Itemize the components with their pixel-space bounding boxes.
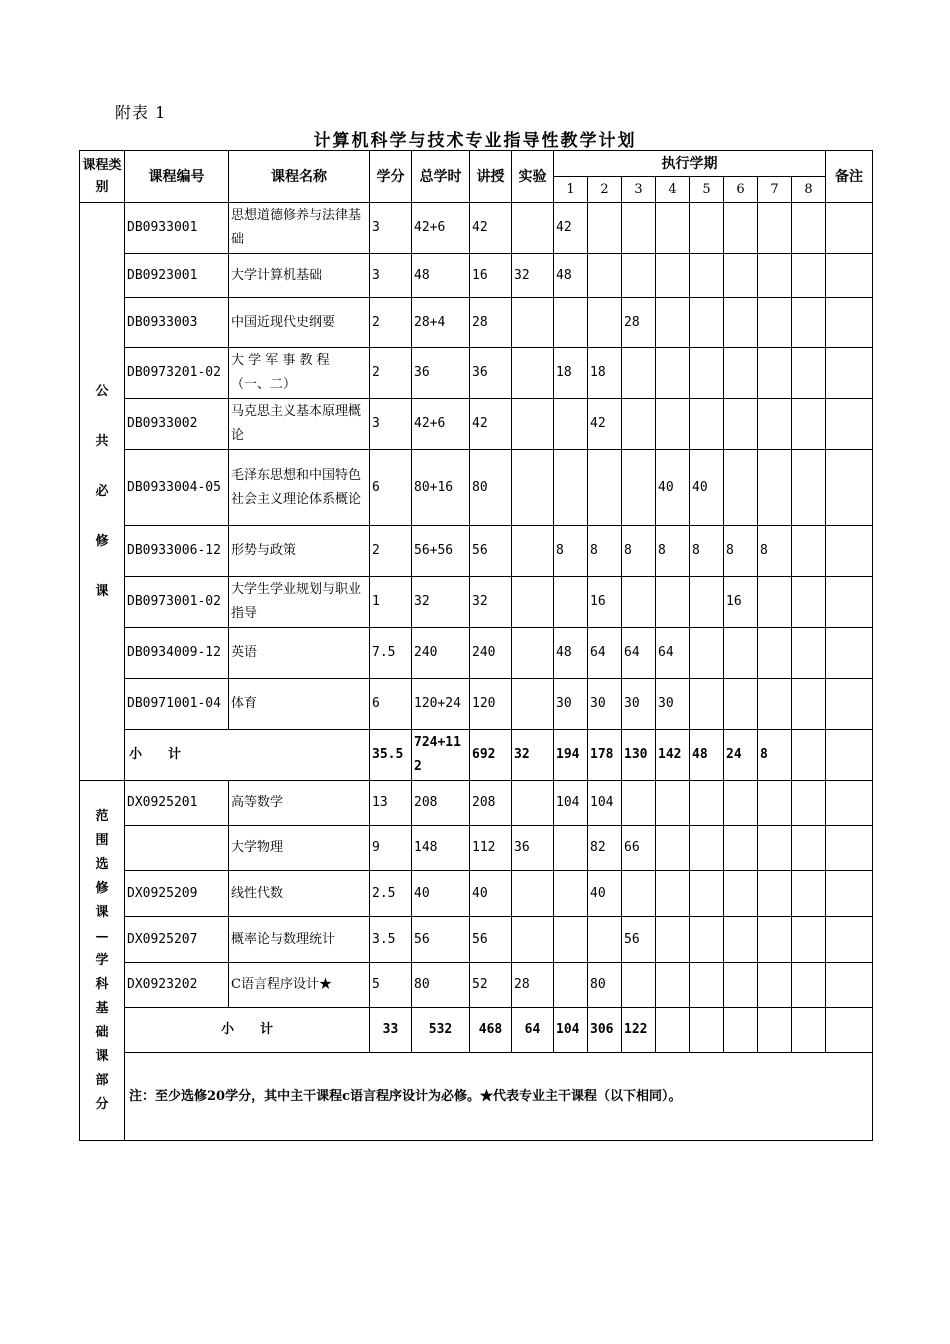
remarks-cell xyxy=(826,1008,873,1053)
course-lab-hours xyxy=(512,298,554,348)
course-code: DB0933004-05 xyxy=(125,450,229,526)
semester-hours xyxy=(758,963,792,1008)
semester-hours xyxy=(758,781,792,826)
course-lab-hours: 32 xyxy=(512,254,554,298)
course-code: DB0923001 xyxy=(125,254,229,298)
course-total-hours: 36 xyxy=(412,348,470,399)
course-lab-hours xyxy=(512,399,554,450)
course-total-hours: 42+6 xyxy=(412,203,470,254)
semester-hours xyxy=(690,399,724,450)
semester-hours xyxy=(554,826,588,871)
remarks-cell xyxy=(826,963,873,1008)
semester-hours: 42 xyxy=(554,203,588,254)
subtotal-credits: 33 xyxy=(370,1008,412,1053)
subtotal-semester-hours: 306 xyxy=(588,1008,622,1053)
semester-hours xyxy=(622,203,656,254)
semester-hours xyxy=(758,450,792,526)
subtotal-semester-hours: 122 xyxy=(622,1008,656,1053)
semester-hours: 104 xyxy=(554,781,588,826)
table-row xyxy=(80,917,873,963)
semester-hours xyxy=(724,348,758,399)
course-code: DX0925209 xyxy=(125,871,229,917)
semester-hours: 66 xyxy=(622,826,656,871)
course-credits: 3 xyxy=(370,399,412,450)
semester-hours: 104 xyxy=(588,781,622,826)
semester-hours xyxy=(656,826,690,871)
semester-hours xyxy=(656,963,690,1008)
semester-hours xyxy=(758,628,792,679)
semester-hours xyxy=(554,577,588,628)
semester-hours xyxy=(758,203,792,254)
semester-hours xyxy=(554,399,588,450)
semester-hours: 8 xyxy=(724,526,758,577)
table-row xyxy=(80,679,873,730)
course-name: 线性代数 xyxy=(229,871,370,917)
semester-hours xyxy=(758,298,792,348)
semester-hours xyxy=(690,254,724,298)
subtotal-row xyxy=(80,730,873,781)
course-name: 概率论与数理统计 xyxy=(229,917,370,963)
semester-hours: 40 xyxy=(690,450,724,526)
category-cell xyxy=(80,781,125,1141)
subtotal-lecture-hours: 692 xyxy=(470,730,512,781)
course-lecture-hours: 42 xyxy=(470,203,512,254)
course-code: DX0925207 xyxy=(125,917,229,963)
semester-hours xyxy=(690,298,724,348)
semester-hours xyxy=(622,348,656,399)
semester-hours xyxy=(656,577,690,628)
header-lab: 实验 xyxy=(512,151,554,203)
course-credits: 1 xyxy=(370,577,412,628)
course-total-hours: 32 xyxy=(412,577,470,628)
section-note: 注：至少选修20学分，其中主干课程c语言程序设计为必修。★代表专业主干课程（以下相同）。 xyxy=(125,1053,873,1141)
course-lecture-hours: 32 xyxy=(470,577,512,628)
semester-hours xyxy=(622,871,656,917)
course-credits: 9 xyxy=(370,826,412,871)
table-row xyxy=(80,450,873,526)
course-credits: 7.5 xyxy=(370,628,412,679)
course-name: 思想道德修养与法律基础 xyxy=(229,203,370,254)
semester-hours xyxy=(724,781,758,826)
semester-hours xyxy=(656,781,690,826)
course-code: DB0933002 xyxy=(125,399,229,450)
subtotal-semester-hours: 8 xyxy=(758,730,792,781)
semester-hours: 18 xyxy=(588,348,622,399)
course-code: DX0925201 xyxy=(125,781,229,826)
remarks-cell xyxy=(826,526,873,577)
course-total-hours: 40 xyxy=(412,871,470,917)
semester-hours: 82 xyxy=(588,826,622,871)
course-credits: 2 xyxy=(370,526,412,577)
course-total-hours: 208 xyxy=(412,781,470,826)
semester-hours xyxy=(724,399,758,450)
semester-hours: 64 xyxy=(656,628,690,679)
semester-hours: 28 xyxy=(622,298,656,348)
semester-hours xyxy=(724,679,758,730)
table-row xyxy=(80,871,873,917)
course-lab-hours xyxy=(512,628,554,679)
semester-hours: 56 xyxy=(622,917,656,963)
semester-hours xyxy=(690,781,724,826)
semester-hours: 40 xyxy=(588,871,622,917)
subtotal-lecture-hours: 468 xyxy=(470,1008,512,1053)
subtotal-label: 小 计 xyxy=(125,1008,370,1053)
course-total-hours: 240 xyxy=(412,628,470,679)
course-total-hours: 56+56 xyxy=(412,526,470,577)
course-credits: 5 xyxy=(370,963,412,1008)
semester-hours xyxy=(758,679,792,730)
course-lecture-hours: 112 xyxy=(470,826,512,871)
subtotal-semester-hours xyxy=(656,1008,690,1053)
course-name: 大学计算机基础 xyxy=(229,254,370,298)
semester-hours xyxy=(588,917,622,963)
remarks-cell xyxy=(826,298,873,348)
course-lab-hours xyxy=(512,679,554,730)
remarks-cell xyxy=(826,577,873,628)
semester-hours xyxy=(724,203,758,254)
course-code xyxy=(125,826,229,871)
semester-hours: 30 xyxy=(622,679,656,730)
semester-hours: 8 xyxy=(588,526,622,577)
semester-hours xyxy=(690,679,724,730)
course-name: 中国近现代史纲要 xyxy=(229,298,370,348)
table-row xyxy=(80,203,873,254)
course-name: 毛泽东思想和中国特色社会主义理论体系概论 xyxy=(229,450,370,526)
semester-hours: 8 xyxy=(758,526,792,577)
table-row xyxy=(80,781,873,826)
course-credits: 3 xyxy=(370,203,412,254)
subtotal-semester-hours xyxy=(792,1008,826,1053)
course-lab-hours xyxy=(512,203,554,254)
semester-hours xyxy=(622,781,656,826)
semester-hours xyxy=(724,628,758,679)
semester-hours xyxy=(758,399,792,450)
semester-hours xyxy=(622,450,656,526)
header-semester: 8 xyxy=(792,177,826,203)
header-semester: 2 xyxy=(588,177,622,203)
subtotal-semester-hours xyxy=(758,1008,792,1053)
category-label: 公共必修课 xyxy=(95,383,109,599)
course-code: DB0934009-12 xyxy=(125,628,229,679)
semester-hours xyxy=(792,826,826,871)
semester-hours xyxy=(724,450,758,526)
course-code: DB0973201-02 xyxy=(125,348,229,399)
course-code: DB0971001-04 xyxy=(125,679,229,730)
semester-hours xyxy=(588,298,622,348)
course-lecture-hours: 16 xyxy=(470,254,512,298)
course-credits: 13 xyxy=(370,781,412,826)
semester-hours xyxy=(622,963,656,1008)
course-lecture-hours: 120 xyxy=(470,679,512,730)
semester-hours: 48 xyxy=(554,254,588,298)
semester-hours xyxy=(792,628,826,679)
course-lecture-hours: 42 xyxy=(470,399,512,450)
category-label: 范围选修课—学科基础课部分 xyxy=(95,808,109,1112)
semester-hours: 42 xyxy=(588,399,622,450)
remarks-cell xyxy=(826,781,873,826)
semester-hours: 30 xyxy=(554,679,588,730)
semester-hours xyxy=(758,254,792,298)
course-total-hours: 120+24 xyxy=(412,679,470,730)
semester-hours xyxy=(656,203,690,254)
course-lab-hours xyxy=(512,577,554,628)
remarks-cell xyxy=(826,628,873,679)
course-code: DB0933003 xyxy=(125,298,229,348)
teaching-plan-table xyxy=(79,150,873,1141)
header-semester: 1 xyxy=(554,177,588,203)
semester-hours xyxy=(656,871,690,917)
semester-hours xyxy=(554,917,588,963)
remarks-cell xyxy=(826,450,873,526)
category-cell xyxy=(80,203,125,781)
course-credits: 6 xyxy=(370,679,412,730)
course-credits: 2 xyxy=(370,348,412,399)
header-remarks: 备注 xyxy=(826,151,873,203)
semester-hours xyxy=(792,917,826,963)
semester-hours xyxy=(622,577,656,628)
course-name: 大学物理 xyxy=(229,826,370,871)
semester-hours xyxy=(724,871,758,917)
course-lab-hours xyxy=(512,450,554,526)
course-name: 大学生学业规划与职业指导 xyxy=(229,577,370,628)
semester-hours xyxy=(690,917,724,963)
course-lab-hours: 28 xyxy=(512,963,554,1008)
semester-hours xyxy=(724,826,758,871)
remarks-cell xyxy=(826,679,873,730)
course-total-hours: 48 xyxy=(412,254,470,298)
semester-hours xyxy=(690,963,724,1008)
semester-hours xyxy=(554,298,588,348)
semester-hours xyxy=(758,577,792,628)
remarks-cell xyxy=(826,917,873,963)
header-semester: 6 xyxy=(724,177,758,203)
remarks-cell xyxy=(826,399,873,450)
subtotal-semester-hours xyxy=(724,1008,758,1053)
subtotal-semester-hours xyxy=(792,730,826,781)
subtotal-lab-hours: 32 xyxy=(512,730,554,781)
course-lab-hours xyxy=(512,781,554,826)
course-code: DX0923202 xyxy=(125,963,229,1008)
semester-hours xyxy=(792,399,826,450)
semester-hours xyxy=(792,871,826,917)
remarks-cell xyxy=(826,203,873,254)
semester-hours: 8 xyxy=(690,526,724,577)
semester-hours xyxy=(690,203,724,254)
header-name: 课程名称 xyxy=(229,151,370,203)
semester-hours xyxy=(656,917,690,963)
course-name: 英语 xyxy=(229,628,370,679)
course-lecture-hours: 40 xyxy=(470,871,512,917)
semester-hours: 30 xyxy=(656,679,690,730)
header-semester: 7 xyxy=(758,177,792,203)
subtotal-semester-hours: 104 xyxy=(554,1008,588,1053)
semester-hours: 8 xyxy=(656,526,690,577)
semester-hours: 48 xyxy=(554,628,588,679)
subtotal-semester-hours: 194 xyxy=(554,730,588,781)
course-lab-hours xyxy=(512,526,554,577)
remarks-cell xyxy=(826,254,873,298)
course-credits: 2.5 xyxy=(370,871,412,917)
table-row xyxy=(80,826,873,871)
course-lecture-hours: 56 xyxy=(470,526,512,577)
course-credits: 3 xyxy=(370,254,412,298)
semester-hours xyxy=(690,871,724,917)
course-total-hours: 42+6 xyxy=(412,399,470,450)
subtotal-semester-hours: 24 xyxy=(724,730,758,781)
semester-hours xyxy=(554,963,588,1008)
semester-hours xyxy=(792,526,826,577)
semester-hours xyxy=(758,871,792,917)
course-lab-hours xyxy=(512,917,554,963)
semester-hours: 30 xyxy=(588,679,622,730)
semester-hours xyxy=(792,781,826,826)
semester-hours xyxy=(690,826,724,871)
course-lecture-hours: 56 xyxy=(470,917,512,963)
table-row xyxy=(80,348,873,399)
semester-hours xyxy=(792,203,826,254)
course-name: 马克思主义基本原理概论 xyxy=(229,399,370,450)
course-lecture-hours: 240 xyxy=(470,628,512,679)
semester-hours xyxy=(792,254,826,298)
remarks-cell xyxy=(826,348,873,399)
semester-hours xyxy=(724,254,758,298)
semester-hours xyxy=(656,298,690,348)
semester-hours xyxy=(792,963,826,1008)
semester-hours xyxy=(724,963,758,1008)
header-code: 课程编号 xyxy=(125,151,229,203)
table-row xyxy=(80,399,873,450)
semester-hours xyxy=(554,450,588,526)
table-row xyxy=(80,526,873,577)
course-total-hours: 148 xyxy=(412,826,470,871)
course-lecture-hours: 80 xyxy=(470,450,512,526)
semester-hours xyxy=(724,298,758,348)
subtotal-semester-hours: 130 xyxy=(622,730,656,781)
semester-hours xyxy=(792,679,826,730)
semester-hours: 18 xyxy=(554,348,588,399)
subtotal-semester-hours: 142 xyxy=(656,730,690,781)
subtotal-credits: 35.5 xyxy=(370,730,412,781)
semester-hours xyxy=(656,254,690,298)
table-row xyxy=(80,298,873,348)
header-lecture: 讲授 xyxy=(470,151,512,203)
course-lab-hours xyxy=(512,871,554,917)
subtotal-total-hours: 724+112 xyxy=(412,730,470,781)
semester-hours xyxy=(588,203,622,254)
semester-hours: 64 xyxy=(622,628,656,679)
table-row xyxy=(80,963,873,1008)
course-total-hours: 28+4 xyxy=(412,298,470,348)
semester-hours xyxy=(690,577,724,628)
remarks-cell xyxy=(826,826,873,871)
semester-hours xyxy=(792,577,826,628)
semester-hours xyxy=(724,917,758,963)
remarks-cell xyxy=(826,730,873,781)
course-code: DB0973001-02 xyxy=(125,577,229,628)
note-row xyxy=(80,1053,873,1141)
header-credits: 学分 xyxy=(370,151,412,203)
course-lecture-hours: 36 xyxy=(470,348,512,399)
course-lecture-hours: 28 xyxy=(470,298,512,348)
semester-hours xyxy=(792,348,826,399)
course-credits: 2 xyxy=(370,298,412,348)
table-row xyxy=(80,254,873,298)
semester-hours: 8 xyxy=(622,526,656,577)
subtotal-label: 小 计 xyxy=(125,730,370,781)
subtotal-lab-hours: 64 xyxy=(512,1008,554,1053)
semester-hours xyxy=(656,348,690,399)
semester-hours xyxy=(758,348,792,399)
subtotal-semester-hours xyxy=(690,1008,724,1053)
semester-hours xyxy=(758,917,792,963)
course-code: DB0933006-12 xyxy=(125,526,229,577)
semester-hours: 64 xyxy=(588,628,622,679)
semester-hours xyxy=(690,348,724,399)
semester-hours: 8 xyxy=(554,526,588,577)
remarks-cell xyxy=(826,871,873,917)
semester-hours xyxy=(656,399,690,450)
header-semester: 3 xyxy=(622,177,656,203)
semester-hours xyxy=(588,450,622,526)
course-name: 体育 xyxy=(229,679,370,730)
semester-hours: 80 xyxy=(588,963,622,1008)
subtotal-total-hours: 532 xyxy=(412,1008,470,1053)
table-row xyxy=(80,628,873,679)
page-title: 计算机科学与技术专业指导性教学计划 xyxy=(313,131,637,151)
course-total-hours: 80 xyxy=(412,963,470,1008)
course-lecture-hours: 52 xyxy=(470,963,512,1008)
appendix-label: 附表 1 xyxy=(115,103,167,122)
course-total-hours: 80+16 xyxy=(412,450,470,526)
semester-hours xyxy=(690,628,724,679)
header-semester-group: 执行学期 xyxy=(554,151,826,177)
header-semester: 4 xyxy=(656,177,690,203)
course-name: C语言程序设计★ xyxy=(229,963,370,1008)
header-semester: 5 xyxy=(690,177,724,203)
semester-hours: 16 xyxy=(588,577,622,628)
course-name: 高等数学 xyxy=(229,781,370,826)
semester-hours xyxy=(792,298,826,348)
semester-hours: 16 xyxy=(724,577,758,628)
header-total-hours: 总学时 xyxy=(412,151,470,203)
subtotal-semester-hours: 178 xyxy=(588,730,622,781)
semester-hours xyxy=(588,254,622,298)
header-category: 课程类别 xyxy=(80,151,125,203)
course-lecture-hours: 208 xyxy=(470,781,512,826)
course-name: 大 学 军 事 教 程（一、二） xyxy=(229,348,370,399)
course-credits: 6 xyxy=(370,450,412,526)
course-credits: 3.5 xyxy=(370,917,412,963)
course-total-hours: 56 xyxy=(412,917,470,963)
subtotal-semester-hours: 48 xyxy=(690,730,724,781)
subtotal-row xyxy=(80,1008,873,1053)
table-row xyxy=(80,577,873,628)
course-lab-hours: 36 xyxy=(512,826,554,871)
semester-hours xyxy=(622,254,656,298)
semester-hours xyxy=(792,450,826,526)
semester-hours xyxy=(622,399,656,450)
semester-hours: 40 xyxy=(656,450,690,526)
semester-hours xyxy=(554,871,588,917)
course-lab-hours xyxy=(512,348,554,399)
semester-hours xyxy=(758,826,792,871)
course-code: DB0933001 xyxy=(125,203,229,254)
course-name: 形势与政策 xyxy=(229,526,370,577)
